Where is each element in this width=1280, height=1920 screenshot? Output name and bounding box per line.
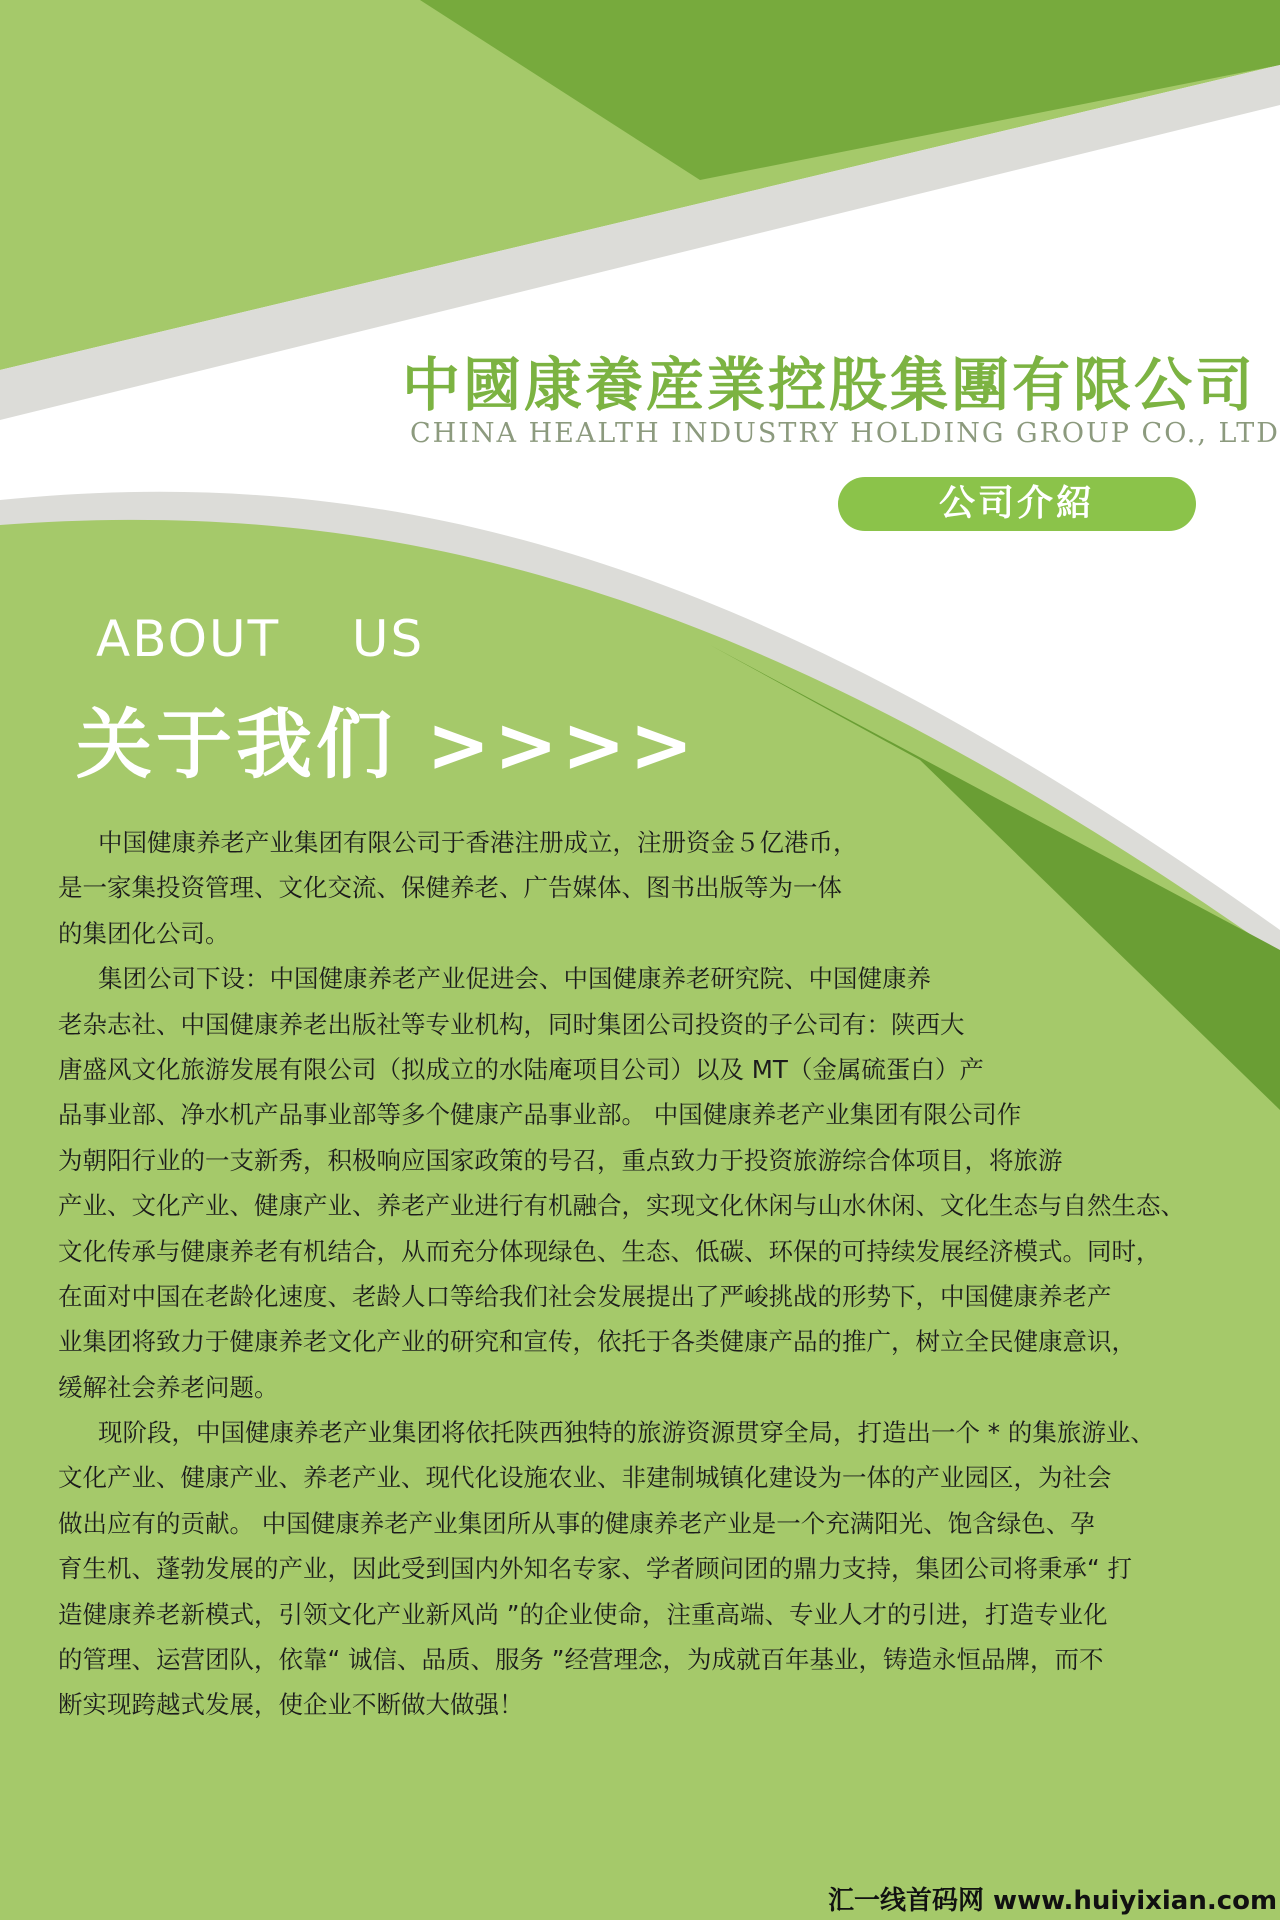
paragraph-line: 业集团将致力于健康养老文化产业的研究和宣传，依托于各类健康产品的推广，树立全民健康意识， — [58, 1327, 1136, 1357]
company-intro-badge: 公司介紹 — [838, 477, 1196, 531]
paragraph-line: 中国健康养老产业集团有限公司于香港注册成立，注册资金５亿港币， — [98, 828, 858, 857]
paragraph-line: 产业、文化产业、健康产业、养老产业进行有机融合，实现文化休闲与山水休闲、文化生态与自然生态、 — [58, 1191, 1185, 1221]
paragraph-line: 现阶段，中国健康养老产业集团将依托陕西独特的旅游资源贯穿全局，打造出一个 * 的集旅游业、 — [98, 1418, 1155, 1448]
about-us-heading-en: ABOUT US — [96, 610, 425, 668]
paragraph-line: 为朝阳行业的一支新秀，积极响应国家政策的号召，重点致力于投资旅游综合体项目，将旅游 — [58, 1145, 1063, 1175]
site-watermark: 汇一线首码网 www.huiyixian.com — [828, 1886, 1278, 1916]
paragraph-line: 集团公司下设：中国健康养老产业促进会、中国健康养老研究院、中国健康养 — [98, 964, 931, 994]
paragraph-line: 育生机、蓬勃发展的产业，因此受到国内外知名专家、学者顾问团的鼎力支持，集团公司将秉承“ 打 — [58, 1554, 1132, 1584]
company-description — [58, 820, 1258, 1728]
paragraph-line: 在面对中国在老龄化速度、老龄人口等给我们社会发展提出了严峻挑战的形势下，中国健康养老产 — [58, 1281, 1112, 1311]
paragraph-line: 造健康养老新模式，引领文化产业新风尚 ”的企业使命，注重高端、专业人才的引进，打造专业化 — [58, 1599, 1108, 1629]
paragraph-line: 的管理、运营团队，依靠“ 诚信、品质、服务 ”经营理念，为成就百年基业，铸造永恒品牌，而不 — [58, 1645, 1104, 1675]
paragraph-line: 的集团化公司。 — [58, 918, 230, 948]
paragraph-line: 做出应有的贡献。 中国健康养老产业集团所从事的健康养老产业是一个充满阳光、饱含绿色、孕 — [58, 1508, 1095, 1538]
company-name-en: CHINA HEALTH INDUSTRY HOLDING GROUP CO., LTD — [410, 418, 1280, 449]
paragraph-line: 老杂志社、中国健康养老出版社等专业机构，同时集团公司投资的子公司有：陕西大 — [58, 1009, 965, 1039]
company-name-cn: 中國康養産業控股集團有限公司 — [402, 351, 1257, 419]
paragraph-line: 断实现跨越式发展，使企业不断做大做强！ — [58, 1690, 524, 1720]
paragraph-line: 是一家集投资管理、文化交流、保健养老、广告媒体、图书出版等为一体 — [58, 873, 842, 903]
paragraph-line: 文化传承与健康养老有机结合，从而充分体现绿色、生态、低碳、环保的可持续发展经济模式。同时， — [58, 1236, 1161, 1266]
paragraph-line: 文化产业、健康产业、养老产业、现代化设施农业、非建制城镇化建设为一体的产业园区，为社会 — [58, 1463, 1112, 1493]
about-us-heading-cn: 关于我们 >>>> — [76, 700, 698, 789]
paragraph-line: 缓解社会养老问题。 — [58, 1372, 279, 1402]
paragraph-line: 品事业部、净水机产品事业部等多个健康产品事业部。 中国健康养老产业集团有限公司作 — [58, 1100, 1022, 1130]
paragraph-line: 唐盛风文化旅游发展有限公司（拟成立的水陆庵项目公司）以及 MT（金属硫蛋白）产 — [58, 1054, 984, 1084]
